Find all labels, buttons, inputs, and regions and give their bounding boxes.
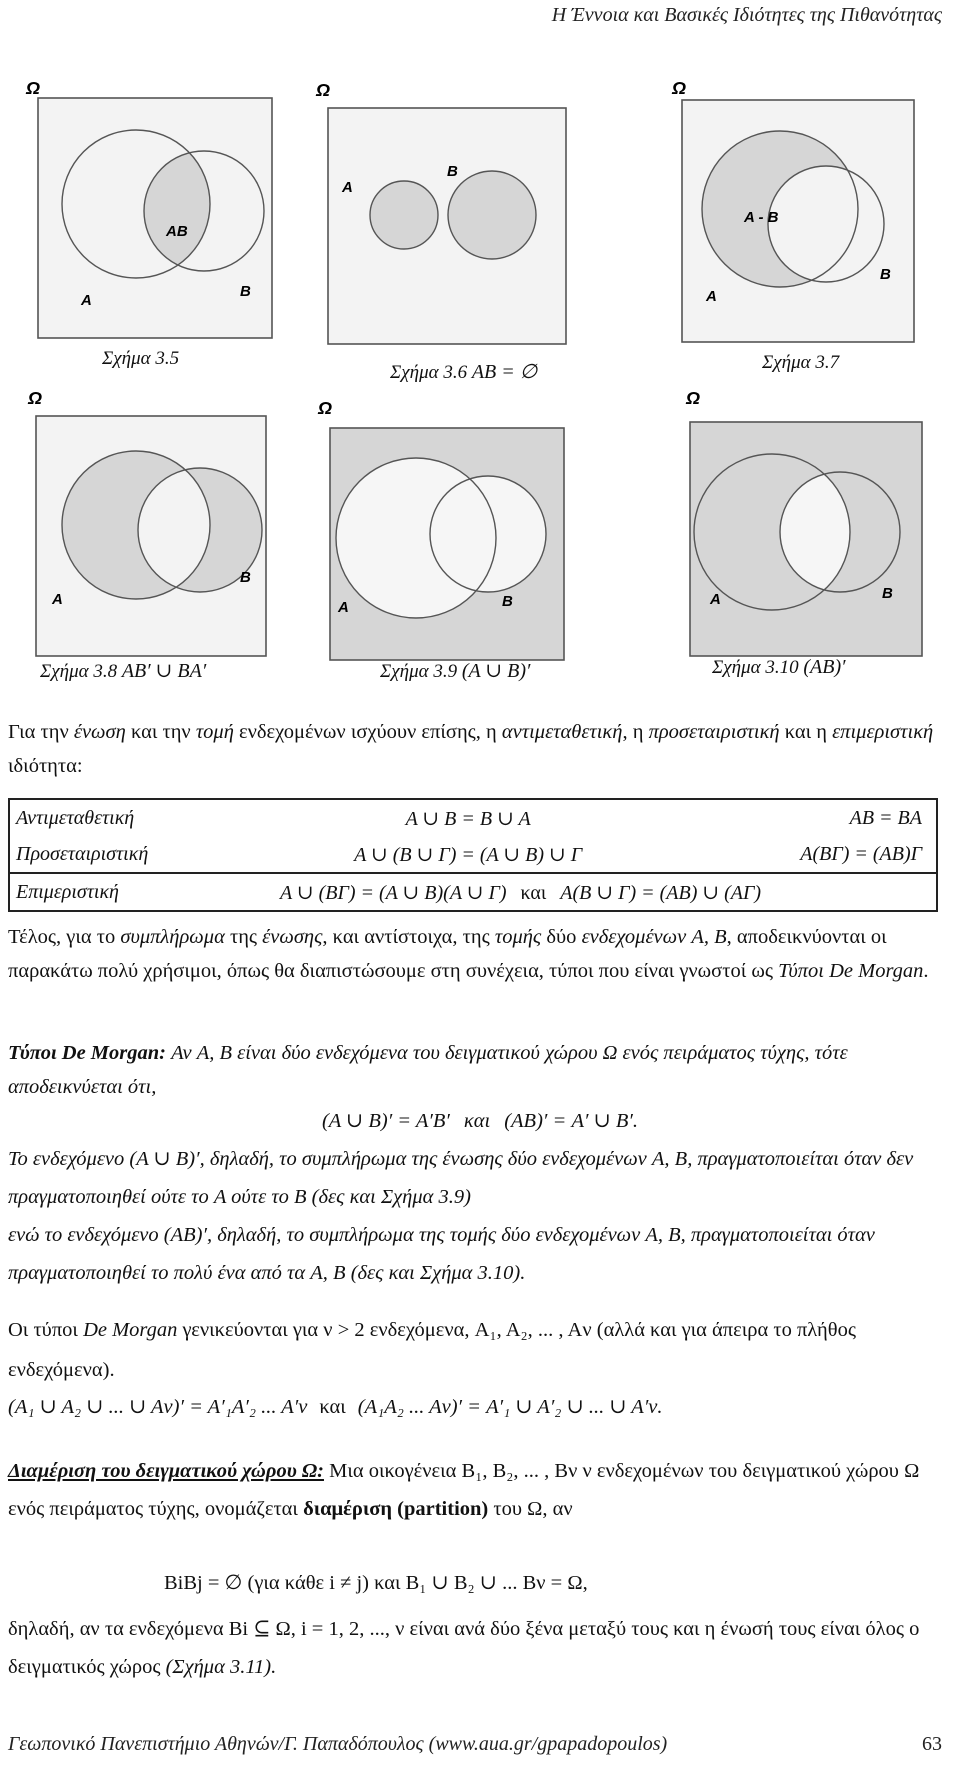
figure-3-6 — [314, 74, 574, 354]
footer-text: Γεωπονικό Πανεπιστήμιο Αθηνών/Γ. Παπαδόπουλος (www.aua.gr/gpapadopoulos) — [8, 1733, 668, 1755]
running-header: Η Έννοια και Βασικές Ιδιότητες της Πιθανότητας — [551, 4, 942, 26]
b-label: B — [240, 569, 251, 586]
a-minus-b-region — [702, 131, 858, 287]
demorgan-statement: Τύποι De Morgan: Αν A, B είναι δύο ενδεχόμενα του δειγματικού χώρου Ω ενός πειράματος τύχης, τότε αποδεικνύεται ότι, — [8, 1042, 848, 1098]
caption-text: Σχήμα 3.8 — [40, 661, 118, 682]
partition-explanation: δηλαδή, αν τα ενδεχόμενα Bi ⊆ Ω, i = 1, 2, ..., ν είναι ανά δύο ξένα μεταξύ τους και η ένωσή τους είναι όλος ο δειγματικός χώρος (Σχήμα 3.11). — [8, 1618, 920, 1678]
b-label: B — [240, 283, 251, 300]
page-footer — [8, 1733, 942, 1756]
figure-3-5 — [24, 74, 279, 344]
omega-label: Ω — [316, 80, 331, 100]
property-name: Επιμεριστική — [9, 873, 254, 911]
caption-text: Σχήμα 3.6 — [390, 362, 468, 383]
properties-intro: Για την ένωση και την τομή ενδεχομένων ισχύουν επίσης, η αντιμεταθετική, η προσεταιριστική και η επιμεριστική ιδιότητα: — [8, 721, 934, 777]
caption-text: Σχήμα 3.9 — [380, 661, 458, 682]
figure-3-8 — [22, 380, 282, 660]
b-label: B — [880, 266, 891, 283]
caption-3-10 — [712, 656, 845, 679]
paragraph-complement: Τέλος, για το συμπλήρωμα της ένωσης, και αντίστοιχα, της τομής δύο ενδεχομένων A, B, αποδεικνύονται οι παρακάτω πολύ χρήσιμοι, όπως θα διαπιστώσουμε στη συνέχεια, τύποι που είναι γνωστοί ως Τύποι De Morgan. — [8, 926, 929, 982]
table-row — [9, 836, 937, 873]
page-number: 63 — [922, 1733, 942, 1755]
generalization-formulas: (A₁ ∪ A₂ ∪ ... ∪ Aν)′ = A′₁A′₂ ... A′ν και (A₁A₂ ... Aν)′ = A′₁ ∪ A′₂ ∪ ... ∪ A′ν. — [8, 1396, 663, 1418]
b-label: B — [502, 593, 513, 610]
b-label: B — [447, 163, 458, 180]
caption-3-6 — [390, 359, 537, 384]
union-formula: A ∪ B = B ∪ A — [405, 807, 531, 830]
generalization-paragraph: Οι τύποι De Morgan γενικεύονται για ν > 2 ενδεχόμενα, A₁, A₂, ... , Aν (αλλά και για άπειρα το πλήθος ενδεχόμενα). — [8, 1319, 856, 1381]
a-label: A — [710, 591, 721, 608]
omega-label: Ω — [672, 78, 687, 98]
caption-formula: (AB)′ — [803, 656, 846, 678]
properties-table — [8, 798, 938, 912]
a-label: A — [81, 292, 92, 309]
union-formula: A ∪ (B ∪ Γ) = (A ∪ B) ∪ Γ — [354, 843, 583, 866]
partition-formula: BiBj = ∅ (για κάθε i ≠ j) και B₁ ∪ B₂ ∪ ... Bν = Ω, — [164, 1572, 588, 1594]
table-row — [9, 873, 937, 911]
demorgan-formulas: (A ∪ B)′ = A′B′ και (AB)′ = A′ ∪ B′. — [321, 1110, 639, 1132]
demorgan-explanation-1: Το ενδεχόμενο (A ∪ B)′, δηλαδή, το συμπλήρωμα της ένωσης δύο ενδεχομένων A, B, πραγματοποιείται όταν δεν πραγματοποιηθεί ούτε το A ούτε το B (δες και Σχήμα 3.9) — [8, 1148, 914, 1208]
ab-label: AB — [166, 223, 188, 240]
figure-3-7 — [668, 74, 928, 354]
figure-3-10 — [676, 382, 936, 662]
omega-label: Ω — [318, 398, 333, 418]
intersection-formula: AB = BA — [682, 799, 937, 836]
a-minus-b-label: A - B — [744, 209, 779, 226]
a-label: A — [706, 288, 717, 305]
partition-definition: Διαμέριση του δειγματικού χώρου Ω: Μια οικογένεια B₁, B₂, ... , Bν ν ενδεχομένων του δειγματικού χώρου Ω ενός πειράματος τύχης, ονομάζεται διαμέριση (partition) του Ω, αν — [8, 1460, 920, 1520]
a-label: A — [338, 599, 349, 616]
caption-text: Σχήμα 3.10 — [712, 657, 799, 678]
caption-3-7: Σχήμα 3.7 — [762, 352, 840, 373]
figure-3-9 — [316, 386, 576, 666]
property-name: Αντιμεταθετική — [9, 799, 254, 836]
a-label: A — [342, 179, 353, 196]
demorgan-explanation-2: ενώ το ενδεχόμενο (AB)′, δηλαδή, το συμπλήρωμα της τομής δύο ενδεχομένων A, B, πραγματοποιείται όταν πραγματοποιηθεί το πολύ ένα από τα A, B (δες και Σχήμα 3.10). — [8, 1224, 875, 1284]
omega-label: Ω — [28, 388, 43, 408]
intersection-formula: A(BΓ) = (AB)Γ — [682, 836, 937, 873]
b-label: B — [882, 585, 893, 602]
distributive-formulas: A ∪ (BΓ) = (A ∪ B)(A ∪ Γ) και A(B ∪ Γ) = (AB) ∪ (AΓ) — [254, 873, 937, 911]
caption-3-8 — [40, 658, 206, 683]
caption-formula: (A ∪ B)′ — [461, 660, 531, 682]
caption-3-5: Σχήμα 3.5 — [102, 348, 180, 369]
a-label: A — [52, 591, 63, 608]
omega-label: Ω — [686, 388, 701, 408]
caption-3-9 — [380, 658, 530, 683]
property-name: Προσεταιριστική — [9, 836, 254, 873]
omega-label: Ω — [26, 78, 41, 98]
caption-formula: AB = ∅ — [471, 361, 538, 383]
table-row — [9, 799, 937, 836]
caption-formula: AB′ ∪ BA′ — [121, 660, 207, 682]
